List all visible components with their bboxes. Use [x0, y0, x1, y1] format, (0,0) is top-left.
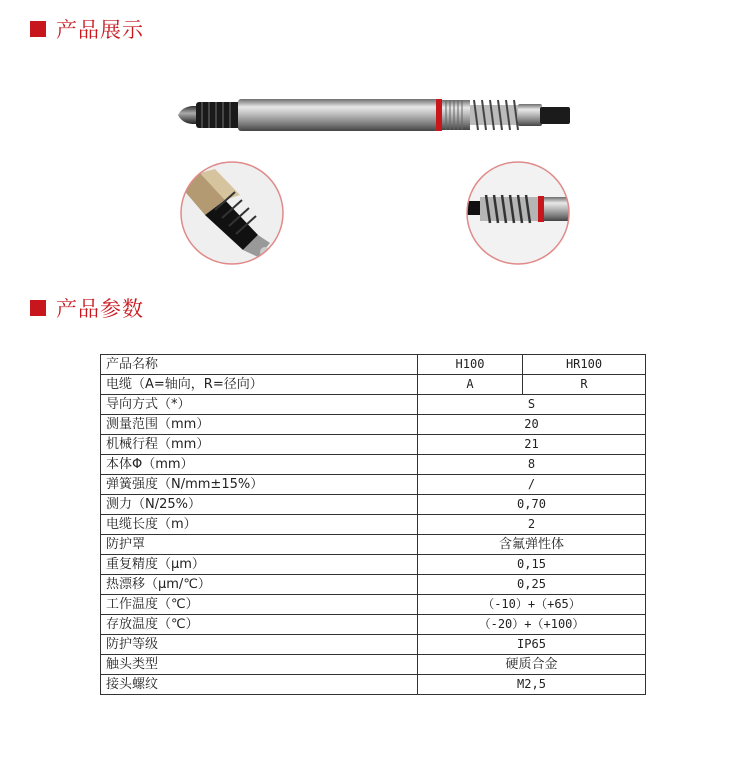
row-label: 触头类型: [101, 655, 418, 675]
row-value: 0,25: [418, 575, 646, 595]
row-value: 0,70: [418, 495, 646, 515]
section-header-display: [30, 14, 144, 44]
table-row: [101, 655, 646, 675]
cable-hr100: R: [523, 375, 646, 395]
row-label: 本体Φ（mm）: [101, 455, 418, 475]
row-value: S: [418, 395, 646, 415]
detail-image-tip: [170, 155, 300, 275]
row-value: IP65: [418, 635, 646, 655]
row-label: 弹簧强度（N/mm±15%）: [101, 475, 418, 495]
row-label: 存放温度（℃）: [101, 615, 418, 635]
row-label: 接头螺纹: [101, 675, 418, 695]
model-hr100: HR100: [523, 355, 646, 375]
row-label: 电缆（A=轴向，R=径向）: [101, 375, 418, 395]
table-row: [101, 375, 646, 395]
model-h100: H100: [418, 355, 523, 375]
row-label: 机械行程（mm）: [101, 435, 418, 455]
row-value: M2,5: [418, 675, 646, 695]
table-row: [101, 535, 646, 555]
section-title-params: 产品参数: [56, 297, 144, 321]
table-row: [101, 455, 646, 475]
table-row: [101, 615, 646, 635]
row-value: （-20）+（+100）: [418, 615, 646, 635]
row-value: 硬质合金: [418, 655, 646, 675]
row-value: （-10）+（+65）: [418, 595, 646, 615]
product-params-table: [100, 354, 646, 695]
row-value: 0,15: [418, 555, 646, 575]
row-value: 2: [418, 515, 646, 535]
table-row: [101, 355, 646, 375]
row-value: 8: [418, 455, 646, 475]
row-label: 测量范围（mm）: [101, 415, 418, 435]
row-label: 导向方式（*）: [101, 395, 418, 415]
row-value: 含氟弹性体: [418, 535, 646, 555]
section-marker: [30, 300, 46, 316]
row-label: 热漂移（μm/℃）: [101, 575, 418, 595]
table-row: [101, 415, 646, 435]
table-row: [101, 575, 646, 595]
product-figure: [0, 85, 750, 275]
section-header-params: [30, 293, 144, 323]
row-value: 20: [418, 415, 646, 435]
table-row: [101, 435, 646, 455]
row-value: 21: [418, 435, 646, 455]
cable-h100: A: [418, 375, 523, 395]
row-label: 产品名称: [101, 355, 418, 375]
row-label: 防护罩: [101, 535, 418, 555]
table-row: [101, 675, 646, 695]
row-label: 防护等级: [101, 635, 418, 655]
table-row: [101, 635, 646, 655]
section-marker: [30, 21, 46, 37]
row-label: 工作温度（℃）: [101, 595, 418, 615]
row-label: 测力（N/25%）: [101, 495, 418, 515]
table-row: [101, 595, 646, 615]
probe-image: [178, 99, 570, 131]
row-label: 重复精度（μm）: [101, 555, 418, 575]
table-row: [101, 515, 646, 535]
table-row: [101, 395, 646, 415]
table-row: [101, 475, 646, 495]
table-row: [101, 555, 646, 575]
detail-image-spring: [460, 155, 580, 275]
row-value: /: [418, 475, 646, 495]
section-title-display: 产品展示: [56, 18, 144, 42]
table-row: [101, 495, 646, 515]
row-label: 电缆长度（m）: [101, 515, 418, 535]
